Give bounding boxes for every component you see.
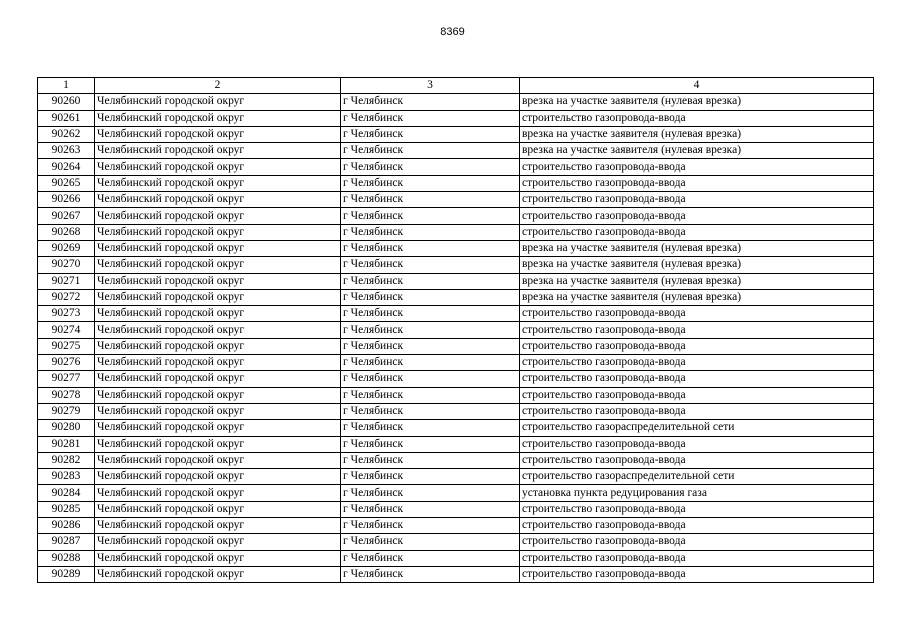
settlement-cell: г Челябинск [341, 175, 520, 191]
municipality-cell: Челябинский городской округ [95, 273, 341, 289]
settlement-cell: г Челябинск [341, 289, 520, 305]
table-row [38, 208, 874, 224]
municipality-cell: Челябинский городской округ [95, 534, 341, 550]
table-header-row [38, 78, 874, 94]
municipality-cell: Челябинский городской округ [95, 371, 341, 387]
row-number-cell: 90269 [38, 240, 95, 256]
municipality-cell: Челябинский городской округ [95, 126, 341, 142]
row-number-cell: 90285 [38, 501, 95, 517]
table-row [38, 355, 874, 371]
row-number-cell: 90263 [38, 143, 95, 159]
table-row [38, 143, 874, 159]
row-number-cell: 90283 [38, 469, 95, 485]
table-row [38, 224, 874, 240]
municipality-cell: Челябинский городской округ [95, 306, 341, 322]
municipality-cell: Челябинский городской округ [95, 403, 341, 419]
work-type-cell: врезка на участке заявителя (нулевая врезка) [520, 240, 874, 256]
settlement-cell: г Челябинск [341, 208, 520, 224]
row-number-cell: 90289 [38, 566, 95, 582]
row-number-cell: 90261 [38, 110, 95, 126]
settlement-cell: г Челябинск [341, 371, 520, 387]
row-number-cell: 90272 [38, 289, 95, 305]
table-row [38, 94, 874, 110]
municipality-cell: Челябинский городской округ [95, 550, 341, 566]
row-number-cell: 90260 [38, 94, 95, 110]
table-row [38, 126, 874, 142]
work-type-cell: строительство газопровода-ввода [520, 224, 874, 240]
municipality-cell: Челябинский городской округ [95, 159, 341, 175]
work-type-cell: строительство газопровода-ввода [520, 436, 874, 452]
work-type-cell: строительство газопровода-ввода [520, 403, 874, 419]
row-number-cell: 90262 [38, 126, 95, 142]
work-type-cell: строительство газопровода-ввода [520, 371, 874, 387]
settlement-cell: г Челябинск [341, 224, 520, 240]
work-type-cell: установка пункта редуцирования газа [520, 485, 874, 501]
settlement-cell: г Челябинск [341, 518, 520, 534]
municipality-cell: Челябинский городской округ [95, 469, 341, 485]
row-number-cell: 90264 [38, 159, 95, 175]
row-number-cell: 90276 [38, 355, 95, 371]
table-row [38, 566, 874, 582]
work-type-cell: врезка на участке заявителя (нулевая врезка) [520, 273, 874, 289]
municipality-cell: Челябинский городской округ [95, 94, 341, 110]
table-row [38, 469, 874, 485]
municipality-cell: Челябинский городской округ [95, 240, 341, 256]
table-row [38, 436, 874, 452]
row-number-cell: 90288 [38, 550, 95, 566]
table-row [38, 257, 874, 273]
work-type-cell: строительство газопровода-ввода [520, 550, 874, 566]
table-row [38, 192, 874, 208]
municipality-cell: Челябинский городской округ [95, 143, 341, 159]
row-number-cell: 90268 [38, 224, 95, 240]
row-number-cell: 90275 [38, 338, 95, 354]
table-row [38, 550, 874, 566]
settlement-cell: г Челябинск [341, 192, 520, 208]
table-row [38, 240, 874, 256]
work-type-cell: строительство газопровода-ввода [520, 566, 874, 582]
work-type-cell: строительство газопровода-ввода [520, 175, 874, 191]
table-row [38, 110, 874, 126]
work-type-cell: строительство газораспределительной сети [520, 469, 874, 485]
work-type-cell: строительство газопровода-ввода [520, 534, 874, 550]
municipality-cell: Челябинский городской округ [95, 110, 341, 126]
municipality-cell: Челябинский городской округ [95, 257, 341, 273]
municipality-cell: Челябинский городской округ [95, 485, 341, 501]
work-type-cell: строительство газопровода-ввода [520, 159, 874, 175]
row-number-cell: 90279 [38, 403, 95, 419]
settlement-cell: г Челябинск [341, 143, 520, 159]
municipality-cell: Челябинский городской округ [95, 566, 341, 582]
municipality-cell: Челябинский городской округ [95, 518, 341, 534]
column-header-3: 3 [341, 78, 520, 94]
row-number-cell: 90270 [38, 257, 95, 273]
work-type-cell: врезка на участке заявителя (нулевая врезка) [520, 143, 874, 159]
work-type-cell: врезка на участке заявителя (нулевая врезка) [520, 94, 874, 110]
work-type-cell: строительство газопровода-ввода [520, 452, 874, 468]
row-number-cell: 90265 [38, 175, 95, 191]
municipality-cell: Челябинский городской округ [95, 338, 341, 354]
table-row [38, 306, 874, 322]
work-type-cell: врезка на участке заявителя (нулевая врезка) [520, 126, 874, 142]
row-number-cell: 90282 [38, 452, 95, 468]
work-type-cell: строительство газопровода-ввода [520, 322, 874, 338]
municipality-cell: Челябинский городской округ [95, 224, 341, 240]
table-row [38, 518, 874, 534]
table-row [38, 338, 874, 354]
settlement-cell: г Челябинск [341, 110, 520, 126]
column-header-4: 4 [520, 78, 874, 94]
table-row [38, 534, 874, 550]
settlement-cell: г Челябинск [341, 469, 520, 485]
settlement-cell: г Челябинск [341, 566, 520, 582]
work-type-cell: врезка на участке заявителя (нулевая врезка) [520, 289, 874, 305]
table-row [38, 420, 874, 436]
settlement-cell: г Челябинск [341, 485, 520, 501]
table-row [38, 403, 874, 419]
settlement-cell: г Челябинск [341, 355, 520, 371]
table-row [38, 371, 874, 387]
table-row [38, 289, 874, 305]
data-table [37, 77, 874, 583]
municipality-cell: Челябинский городской округ [95, 322, 341, 338]
settlement-cell: г Челябинск [341, 387, 520, 403]
table-row [38, 387, 874, 403]
table-row [38, 452, 874, 468]
table-row [38, 175, 874, 191]
work-type-cell: строительство газопровода-ввода [520, 306, 874, 322]
row-number-cell: 90284 [38, 485, 95, 501]
settlement-cell: г Челябинск [341, 306, 520, 322]
municipality-cell: Челябинский городской округ [95, 387, 341, 403]
work-type-cell: строительство газопровода-ввода [520, 192, 874, 208]
table-row [38, 273, 874, 289]
municipality-cell: Челябинский городской округ [95, 175, 341, 191]
table-row [38, 322, 874, 338]
table-body [38, 94, 874, 583]
row-number-cell: 90277 [38, 371, 95, 387]
settlement-cell: г Челябинск [341, 240, 520, 256]
municipality-cell: Челябинский городской округ [95, 436, 341, 452]
work-type-cell: строительство газопровода-ввода [520, 387, 874, 403]
work-type-cell: строительство газопровода-ввода [520, 110, 874, 126]
table-row [38, 501, 874, 517]
municipality-cell: Челябинский городской округ [95, 501, 341, 517]
work-type-cell: строительство газопровода-ввода [520, 501, 874, 517]
page-number: 8369 [440, 26, 465, 38]
row-number-cell: 90267 [38, 208, 95, 224]
settlement-cell: г Челябинск [341, 94, 520, 110]
settlement-cell: г Челябинск [341, 501, 520, 517]
row-number-cell: 90281 [38, 436, 95, 452]
settlement-cell: г Челябинск [341, 273, 520, 289]
municipality-cell: Челябинский городской округ [95, 208, 341, 224]
work-type-cell: строительство газопровода-ввода [520, 518, 874, 534]
settlement-cell: г Челябинск [341, 322, 520, 338]
settlement-cell: г Челябинск [341, 403, 520, 419]
municipality-cell: Челябинский городской округ [95, 420, 341, 436]
settlement-cell: г Челябинск [341, 436, 520, 452]
column-header-2: 2 [95, 78, 341, 94]
work-type-cell: строительство газопровода-ввода [520, 208, 874, 224]
municipality-cell: Челябинский городской округ [95, 452, 341, 468]
settlement-cell: г Челябинск [341, 550, 520, 566]
row-number-cell: 90286 [38, 518, 95, 534]
row-number-cell: 90266 [38, 192, 95, 208]
work-type-cell: строительство газораспределительной сети [520, 420, 874, 436]
column-header-1: 1 [38, 78, 95, 94]
row-number-cell: 90273 [38, 306, 95, 322]
table-row [38, 485, 874, 501]
settlement-cell: г Челябинск [341, 257, 520, 273]
table-row [38, 159, 874, 175]
municipality-cell: Челябинский городской округ [95, 289, 341, 305]
municipality-cell: Челябинский городской округ [95, 355, 341, 371]
settlement-cell: г Челябинск [341, 534, 520, 550]
settlement-cell: г Челябинск [341, 452, 520, 468]
row-number-cell: 90280 [38, 420, 95, 436]
settlement-cell: г Челябинск [341, 338, 520, 354]
municipality-cell: Челябинский городской округ [95, 192, 341, 208]
row-number-cell: 90278 [38, 387, 95, 403]
row-number-cell: 90271 [38, 273, 95, 289]
work-type-cell: строительство газопровода-ввода [520, 338, 874, 354]
work-type-cell: строительство газопровода-ввода [520, 355, 874, 371]
settlement-cell: г Челябинск [341, 159, 520, 175]
row-number-cell: 90287 [38, 534, 95, 550]
settlement-cell: г Челябинск [341, 126, 520, 142]
row-number-cell: 90274 [38, 322, 95, 338]
settlement-cell: г Челябинск [341, 420, 520, 436]
work-type-cell: врезка на участке заявителя (нулевая врезка) [520, 257, 874, 273]
